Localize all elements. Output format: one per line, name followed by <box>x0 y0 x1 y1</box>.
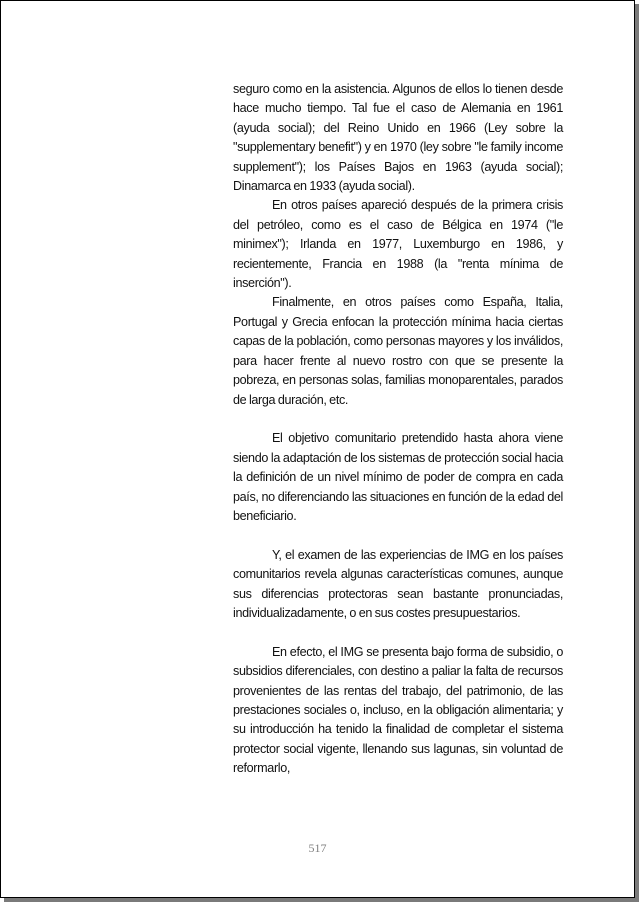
paragraph-5: Y, el examen de las experiencias de IMG en los países comunitarios revela algunas características comunes, aunque sus diferencias protectoras sean bastante pronunciadas, individualizadamente, o en sus costes presupuestarios. <box>233 547 563 620</box>
page-number: 517 <box>308 841 327 855</box>
paragraph-spacer <box>233 410 563 429</box>
paragraph-2: En otros países apareció después de la primera crisis del petróleo, como es el caso de Bélgica en 1974 ("le minimex"); Irlanda en 1977, Luxemburgo en 1986, y recientemente, Francia en 1988 (la "renta mínima de inserción"). <box>233 198 563 291</box>
paragraph-4: El objetivo comunitario pretendido hasta ahora viene siendo la adaptación de los sistemas de protección social hacia la definición de un nivel mínimo de poder de compra en cada país, no diferenciando las situaciones en función de la edad del beneficiario. <box>233 431 563 523</box>
paragraph-6: En efecto, el IMG se presenta bajo forma de subsidio, o subsidios diferenciales, con destino a paliar la falta de recursos provenientes de las rentas del trabajo, del patrimonio, de las prestaciones sociales o, incluso, en la obligación alimentaria; y su introducción ha tenido la finalidad de completar el sistema protector social vigente, llenando sus lagunas, sin voluntad de reformarlo, <box>233 644 563 776</box>
paragraph-spacer <box>233 526 563 545</box>
paragraph-3: Finalmente, en otros países como España, Italia, Portugal y Grecia enfocan la protección mínima hacia ciertas capas de la población, como personas mayores y los inválidos, para hacer frente al nuevo rostro con que se presente la pobreza, en personas solas, familias monoparentales, parados de larga duración, etc. <box>233 295 563 407</box>
paragraph-spacer <box>233 623 563 642</box>
paragraph-1: seguro como en la asistencia. Algunos de ellos lo tienen desde hace mucho tiempo. Tal fue el caso de Alemania en 1961 (ayuda social); del Reino Unido en 1966 (Ley sobre la "supplementary benefit") y en 1970 (ley sobre "le family income supplement"); los Países Bajos en 1963 (ayuda social); Dinamarca en 1933 (ayuda social). <box>233 82 563 194</box>
body-text <box>233 80 563 779</box>
